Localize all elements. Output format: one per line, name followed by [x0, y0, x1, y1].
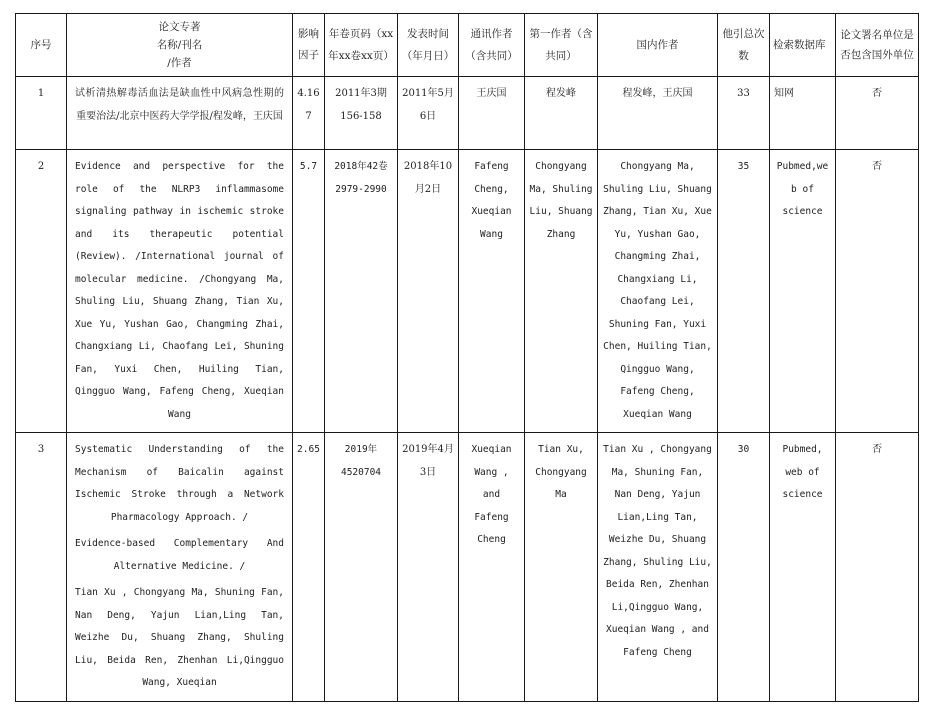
row-database: 知网	[770, 77, 836, 150]
row-first-author: Chongyang Ma, Shuling Liu, Shuang Zhang	[525, 150, 598, 433]
table-row	[16, 150, 919, 433]
row-domestic-authors: Tian Xu , Chongyang Ma, Shuning Fan, Nan Deng, Yajun Lian,Ling Tan, Weizhe Du, Shuang Zhang, Shuling Liu, Beida Ren, Zhenhan Li,Qingguo Wang, Xueqian Wang , and Fafeng Cheng	[598, 433, 718, 702]
header-volume: 年卷页码（xx年xx卷xx页）	[325, 14, 398, 77]
header-index: 序号	[16, 14, 67, 77]
header-citations: 他引总次数	[718, 14, 770, 77]
row-index: 1	[16, 77, 67, 150]
row-title-part3: Tian Xu , Chongyang Ma, Shuning Fan, Nan Deng, Yajun Lian,Ling Tan, Weizhe Du, Shuang Zhang, Shuling Liu, Beida Ren, Zhenhan Li,Qingguo Wang, Xueqian	[75, 587, 284, 688]
header-domestic-authors: 国内作者	[598, 14, 718, 77]
row-impact: 4.167	[293, 77, 325, 150]
header-title-line1: 论文专著	[158, 21, 201, 33]
row-date: 2019年4月3日	[398, 433, 459, 702]
row-first-author: 程发峰	[525, 77, 598, 150]
row-database: Pubmed,web of science	[770, 150, 836, 433]
row-title-part1: Systematic Understanding of the Mechanism of Baicalin against Ischemic Stroke through a Network Pharmacology Approach. /	[75, 444, 284, 523]
row-date: 2011年5月6日	[398, 77, 459, 150]
header-database: 检索数据库	[770, 14, 836, 77]
row-first-author: Tian Xu, Chongyang Ma	[525, 433, 598, 702]
row-index: 2	[16, 150, 67, 433]
row-citations: 30	[718, 433, 770, 702]
header-title	[67, 14, 293, 77]
row-database: Pubmed, web of science	[770, 433, 836, 702]
row-title: Evidence and perspective for the role of the NLRP3 inflammasome signaling pathway in ischemic stroke and its therapeutic potential (Review). /International journal of molecular medicine. /Chongyang Ma, Shuling Liu, Shuang Zhang, Tian Xu, Xue Yu, Yushan Gao, Changming Zhai, Changxiang Li, Chaofang Lei, Shuning Fan, Yuxi Chen, Huiling Tian, Qingguo Wang, Fafeng Cheng, Xueqian Wang	[67, 150, 293, 433]
row-volume: 2011年3期156-158	[325, 77, 398, 150]
row-citations: 35	[718, 150, 770, 433]
row-corresponding: Fafeng Cheng, Xueqian Wang	[459, 150, 525, 433]
row-volume: 2019年4520704	[325, 433, 398, 702]
table-row	[16, 77, 919, 150]
row-domestic-authors: 程发峰，王庆国	[598, 77, 718, 150]
row-domestic-authors: Chongyang Ma, Shuling Liu, Shuang Zhang, Tian Xu, Xue Yu, Yushan Gao, Changming Zhai, Changxiang Li, Chaofang Lei, Shuning Fan, Yuxi Chen, Huiling Tian, Qingguo Wang, Fafeng Cheng, Xueqian Wang	[598, 150, 718, 433]
row-impact: 2.65	[293, 433, 325, 702]
row-title	[67, 433, 293, 702]
header-date: 发表时间（年月日）	[398, 14, 459, 77]
row-title: 试析清热解毒活血法是缺血性中风病急性期的重要治法/北京中医药大学学报/程发峰，王庆国	[67, 77, 293, 150]
row-foreign-unit: 否	[836, 150, 919, 433]
header-foreign-unit: 论文署名单位是否包含国外单位	[836, 14, 919, 77]
row-index: 3	[16, 433, 67, 702]
row-foreign-unit: 否	[836, 433, 919, 702]
header-first-author: 第一作者（含共同）	[525, 14, 598, 77]
row-title-part2: Evidence-based Complementary And Alternative Medicine. /	[75, 538, 284, 572]
row-corresponding: Xueqian Wang , and Fafeng Cheng	[459, 433, 525, 702]
header-impact: 影响因子	[293, 14, 325, 77]
row-corresponding: 王庆国	[459, 77, 525, 150]
row-citations: 33	[718, 77, 770, 150]
row-foreign-unit: 否	[836, 77, 919, 150]
row-impact: 5.7	[293, 150, 325, 433]
row-date: 2018年10月2日	[398, 150, 459, 433]
header-title-line2: 名称/刊名	[156, 39, 203, 51]
table-row	[16, 433, 919, 702]
row-volume: 2018年42卷2979-2990	[325, 150, 398, 433]
header-corresponding: 通讯作者（含共同）	[459, 14, 525, 77]
paper-table	[15, 13, 919, 702]
header-title-line3: /作者	[167, 57, 192, 69]
header-row	[16, 14, 919, 77]
